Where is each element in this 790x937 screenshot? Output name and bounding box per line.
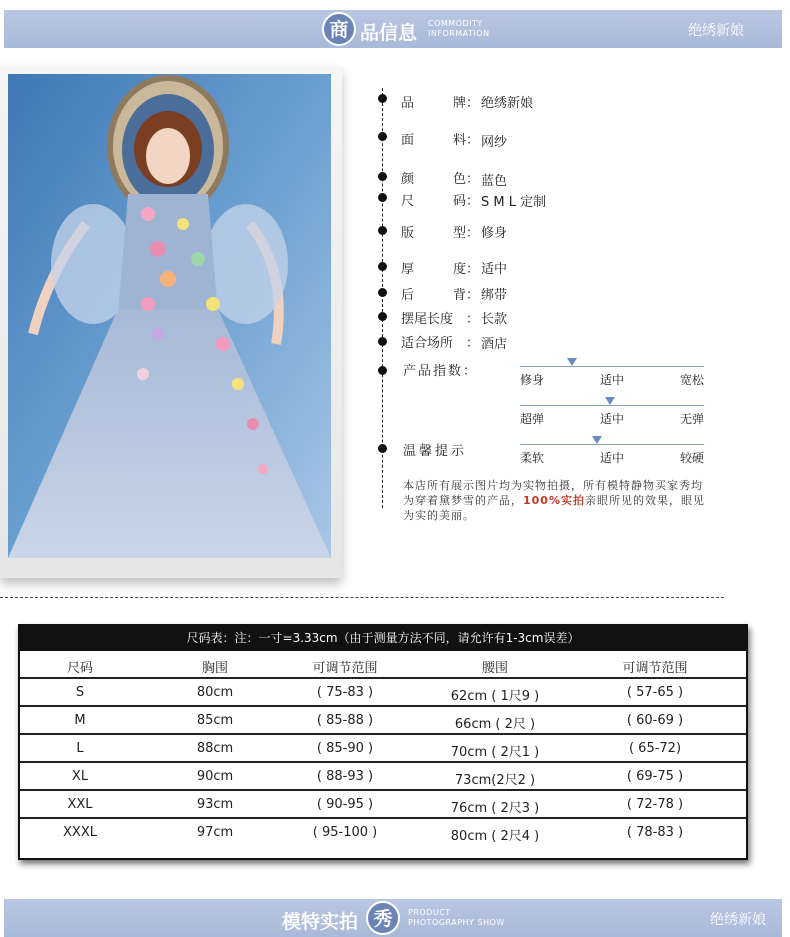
table-cell: 76cm ( 2尺3 ) xyxy=(450,801,540,816)
spec-colon: ： xyxy=(466,96,480,111)
notice-text: 本店所有展示图片均为实物拍摄，所有模特静物买家秀均为穿着黛梦雪的产品， xyxy=(403,479,703,507)
spec-label-fabric: 面 料 xyxy=(401,133,467,148)
scale-left-label: 超弹 xyxy=(520,412,545,426)
table-cell: 70cm ( 2尺1 ) xyxy=(450,745,540,760)
scale-left-label: 修身 xyxy=(520,373,545,387)
scale-bar xyxy=(520,366,704,367)
spec-label-occasion: 适合场所 xyxy=(401,336,454,351)
table-row xyxy=(20,735,746,763)
spec-bullet xyxy=(378,172,387,181)
spec-colon: ： xyxy=(466,262,480,277)
size-table-caption: 尺码表：注：一寸=3.33cm（由于测量方法不同，请允许有1-3cm误差） xyxy=(20,626,746,651)
spec-bullet xyxy=(378,366,387,375)
product-photo xyxy=(8,74,331,558)
banner-brand: 绝绣新娘 xyxy=(688,23,744,39)
banner-brand: 绝绣新娘 xyxy=(710,912,766,928)
spec-label-fit: 版 型 xyxy=(401,226,467,241)
table-cell: ( 65-72) xyxy=(628,741,682,756)
table-row xyxy=(20,707,746,735)
spec-value-color: 蓝色 xyxy=(481,174,508,189)
spec-bullet xyxy=(378,226,387,235)
table-cell: XL xyxy=(71,769,89,784)
scale-bar xyxy=(520,405,704,406)
scale-mid-label: 适中 xyxy=(600,373,625,387)
scale-left-label: 柔软 xyxy=(520,451,545,465)
spec-bullet xyxy=(378,312,387,321)
spec-value-thickness: 适中 xyxy=(481,262,508,277)
table-cell: S xyxy=(75,685,85,700)
scale-marker xyxy=(592,436,602,444)
spec-bullet xyxy=(378,94,387,103)
scale-right-label: 宽松 xyxy=(679,373,704,387)
model-photo-banner xyxy=(4,899,782,937)
size-table-header-row xyxy=(20,651,746,679)
banner-title: 品信息 xyxy=(360,22,418,44)
header-bust: 胸围 xyxy=(201,661,228,676)
scale-marker xyxy=(567,358,577,366)
spec-colon: ： xyxy=(466,172,480,187)
scale-mid-label: 适中 xyxy=(600,412,625,426)
header-size: 尺码 xyxy=(66,661,93,676)
header-bust-range: 可调节范围 xyxy=(312,661,378,676)
table-cell: XXL xyxy=(67,797,93,812)
spec-bullet xyxy=(378,132,387,141)
product-index-title: 产品指数： xyxy=(403,364,479,379)
banner-badge: 秀 xyxy=(366,901,400,935)
table-cell: XXXL xyxy=(63,825,97,840)
warm-tips-notice xyxy=(403,478,709,523)
table-cell: ( 69-75 ) xyxy=(626,769,684,784)
table-cell: 97cm xyxy=(196,825,234,840)
table-cell: 93cm xyxy=(196,797,234,812)
scale-mid-label: 适中 xyxy=(600,451,625,465)
spec-bullet xyxy=(378,444,387,453)
spec-value-brand: 绝绣新娘 xyxy=(481,96,534,111)
banner-en-subtitle xyxy=(428,19,490,39)
table-cell: L xyxy=(76,741,84,756)
table-row xyxy=(20,679,746,707)
spec-label-train-length: 摆尾长度 xyxy=(401,312,454,327)
spec-label-back: 后 背 xyxy=(401,288,467,303)
notice-highlight: 100%实拍 xyxy=(523,494,585,507)
banner-badge: 商 xyxy=(322,12,356,46)
table-cell: 62cm ( 1尺9 ) xyxy=(450,689,540,704)
table-cell: 73cm(2尺2 ) xyxy=(454,773,536,788)
spec-colon: ： xyxy=(466,194,480,209)
spec-colon: ： xyxy=(466,312,480,327)
spec-bullet xyxy=(378,262,387,271)
table-cell: ( 85-88 ) xyxy=(316,713,374,728)
spec-value-occasion: 酒店 xyxy=(481,337,508,352)
table-cell: ( 78-83 ) xyxy=(626,825,684,840)
header-waist-range: 可调节范围 xyxy=(622,661,688,676)
table-cell: 85cm xyxy=(196,713,234,728)
banner-title: 模特实拍 xyxy=(282,911,359,933)
spec-value-back: 绑带 xyxy=(481,288,508,303)
table-cell: ( 72-78 ) xyxy=(626,797,684,812)
table-cell: ( 75-83 ) xyxy=(316,685,374,700)
spec-colon: ： xyxy=(466,336,480,351)
spec-value-fabric: 网纱 xyxy=(481,135,508,150)
header-waist: 腰围 xyxy=(481,661,508,676)
table-cell: ( 95-100 ) xyxy=(312,825,378,840)
scale-marker xyxy=(605,397,615,405)
spec-label-brand: 品 牌 xyxy=(401,96,467,111)
table-cell: 90cm xyxy=(196,769,234,784)
table-cell: 80cm ( 2尺4 ) xyxy=(450,829,540,844)
table-cell: 66cm ( 2尺 ) xyxy=(454,717,536,732)
spec-colon: ： xyxy=(466,288,480,303)
warm-tips-title: 温馨提示 xyxy=(403,444,468,459)
table-row xyxy=(20,763,746,791)
spec-value-train-length: 长款 xyxy=(481,312,508,327)
spec-colon: ： xyxy=(466,133,480,148)
table-cell: ( 90-95 ) xyxy=(316,797,374,812)
table-cell: 88cm xyxy=(196,741,234,756)
spec-label-thickness: 厚 度 xyxy=(401,262,467,277)
notice-text-end: 亲眼所见的效果，眼见为实的美丽。 xyxy=(403,494,705,522)
spec-bullet xyxy=(378,193,387,202)
table-cell: 80cm xyxy=(196,685,234,700)
spec-label-color: 颜 色 xyxy=(401,172,467,187)
table-row xyxy=(20,791,746,819)
scale-right-label: 无弹 xyxy=(679,412,704,426)
table-cell: M xyxy=(74,713,86,728)
banner-en-subtitle xyxy=(408,908,505,928)
spec-label-size: 尺 码 xyxy=(401,194,467,209)
table-cell: ( 60-69 ) xyxy=(626,713,684,728)
table-cell: ( 57-65 ) xyxy=(626,685,684,700)
spec-value-fit: 修身 xyxy=(481,226,508,241)
scale-bar xyxy=(520,444,704,445)
banner-en-line2: INFORMATION xyxy=(428,29,490,38)
banner-en-line2: PHOTOGRAPHY SHOW xyxy=(408,918,505,927)
commodity-info-banner xyxy=(4,10,782,48)
size-table xyxy=(18,624,748,860)
spec-bullet xyxy=(378,288,387,297)
spec-value-size: S M L 定制 xyxy=(481,195,547,210)
table-row xyxy=(20,819,746,847)
banner-en-line1: PRODUCT xyxy=(408,908,451,917)
spec-colon: ： xyxy=(466,226,480,241)
scale-right-label: 较硬 xyxy=(679,451,704,465)
banner-en-line1: COMMODITY xyxy=(428,19,483,28)
spec-bullet xyxy=(378,337,387,346)
table-cell: ( 85-90 ) xyxy=(316,741,374,756)
table-cell: ( 88-93 ) xyxy=(316,769,374,784)
section-divider xyxy=(0,597,724,598)
